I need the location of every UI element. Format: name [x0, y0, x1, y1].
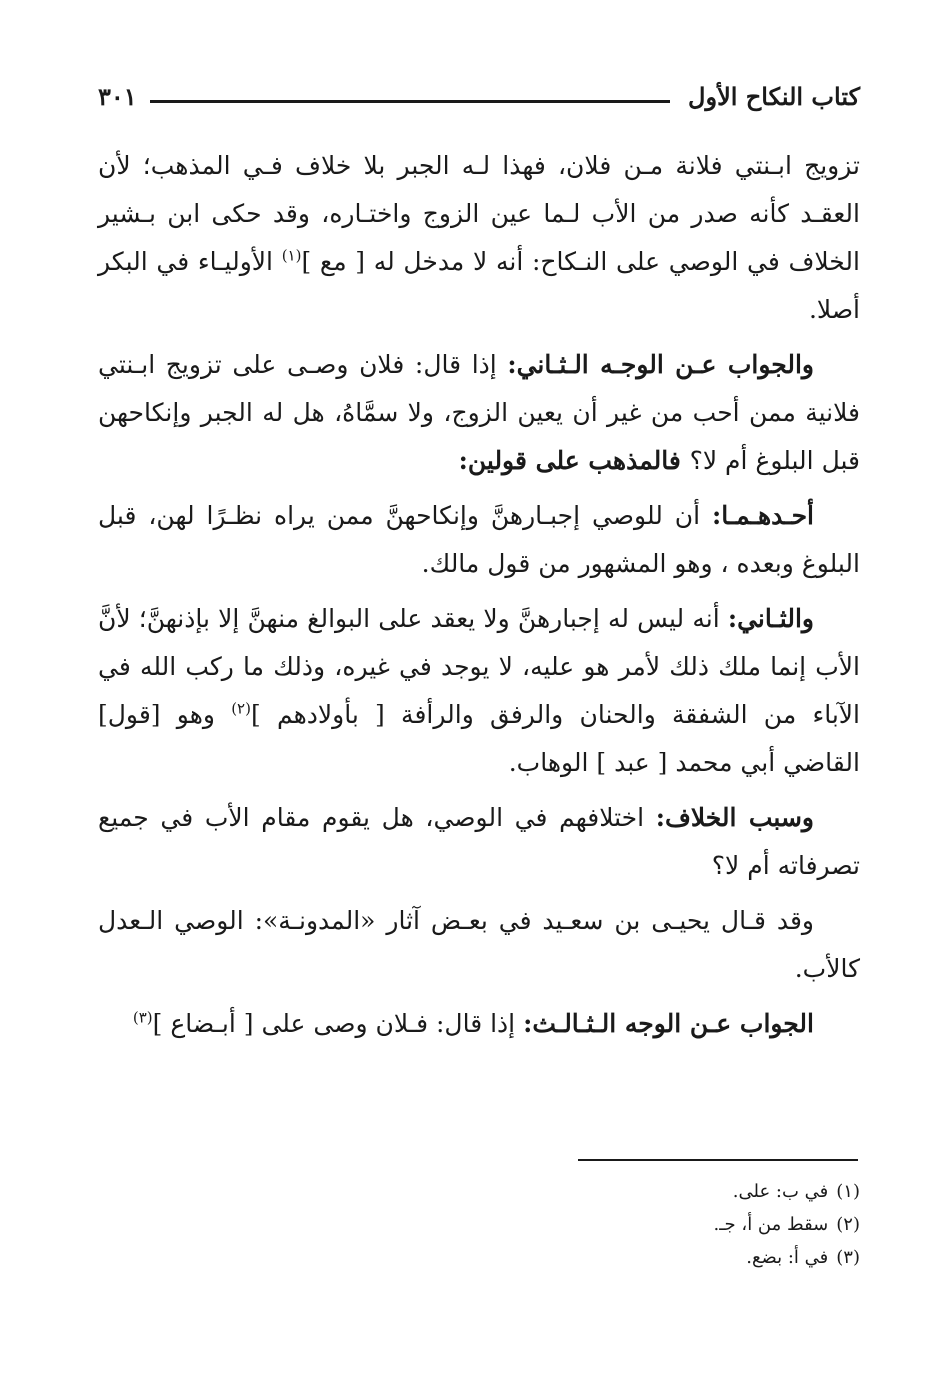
paragraph-heading: أحـدهـمـا:	[712, 501, 814, 530]
footnote-1	[360, 1175, 860, 1208]
body-text	[98, 142, 860, 1055]
footnote-number: (١)	[836, 1181, 860, 1202]
footnote-reference: (٢)	[231, 699, 251, 718]
paragraph-text: إذا قال: فلان وصـى على تزويج ابـنتي فلانية ممن أحب من غير أن يعين الزوج، ولا سمَّاهُ، هل له الجبر وإنكاحهن قبل البلوغ أم لا؟	[98, 350, 860, 475]
footnote-rule	[578, 1159, 858, 1161]
paragraph-text: تزويج ابـنتي فلانة مـن فلان، فهذا لـه الجبر بلا خلاف فـي المذهب؛ لأن العقـد كأنه صدر من الأب لـما عين الزوج واختـاره، وقد حكى ابن بـشير الخلاف في الوصي على النـكاح: أنه لا مدخل له [ مع ]	[98, 151, 860, 276]
footnote-text: سقط من أ، جـ.	[713, 1214, 829, 1235]
paragraph-1	[98, 142, 860, 334]
paragraph-text: أن للوصي إجبـارهنَّ وإنكاحهنَّ ممن يراه نظـرًا لهن، قبل البلوغ وبعده ، وهو المشهور من قول مالك.	[98, 501, 860, 578]
footnote-number: (٢)	[836, 1214, 860, 1235]
footnote-number: (٣)	[836, 1247, 860, 1268]
paragraph-heading: والجواب عـن الوجـه الـثـاني:	[507, 350, 815, 379]
paragraph-7	[98, 1000, 860, 1048]
footnote-2	[360, 1208, 860, 1241]
footnote-3	[360, 1241, 860, 1274]
paragraph-heading: والثـاني:	[727, 604, 814, 633]
paragraph-text: أنه ليس له إجبارهنَّ ولا يعقد على البوالغ منهنَّ إلا بإذنهنَّ؛ لأنَّ الأب إنما ملك ذلك لأمر هو عليه، لا يوجد في غيره، وذلك ما ركب الله في الآباء من الشفقة والحنان والرفق والرأفة [ بأولادهم ]	[98, 604, 861, 729]
paragraph-bold-ending: فالمذهب على قولين:	[458, 446, 690, 475]
header-rule	[150, 100, 670, 103]
paragraph-tail: وهو [قول] القاضي أبي محمد [ عبد ] الوهاب.	[98, 700, 860, 777]
paragraph-text: إذا قال: فـلان وصى على [ أبـضاع ]	[152, 1009, 524, 1038]
paragraph-5	[98, 794, 860, 890]
paragraph-heading: وسبب الخلاف:	[655, 803, 814, 832]
page-header	[98, 78, 860, 118]
paragraph-text: وقد قـال يحيـى بن سعـيد في بعـض آثار «المدونـة»: الوصي الـعدل كالأب.	[98, 906, 860, 983]
paragraph-2	[98, 341, 860, 485]
paragraph-heading: الجواب عـن الوجه الـثـالـث:	[523, 1009, 814, 1038]
running-title: كتاب النكاح الأول	[688, 82, 860, 111]
paragraph-3	[98, 492, 860, 588]
footnotes	[360, 1175, 860, 1274]
paragraph-text: اختلافهم في الوصي، هل يقوم مقام الأب في جميع تصرفاته أم لا؟	[98, 803, 860, 880]
page-number: ٣٠١	[98, 82, 137, 111]
footnote-reference: (٣)	[132, 1008, 153, 1027]
footnote-text: في ب: على.	[732, 1181, 829, 1202]
footnote-reference: (١)	[281, 246, 302, 265]
footnote-text: في أ: بضع.	[746, 1247, 829, 1268]
paragraph-tail: الأوليـاء في البكر أصلا.	[98, 247, 860, 324]
paragraph-4	[98, 595, 860, 787]
paragraph-6	[98, 897, 860, 993]
